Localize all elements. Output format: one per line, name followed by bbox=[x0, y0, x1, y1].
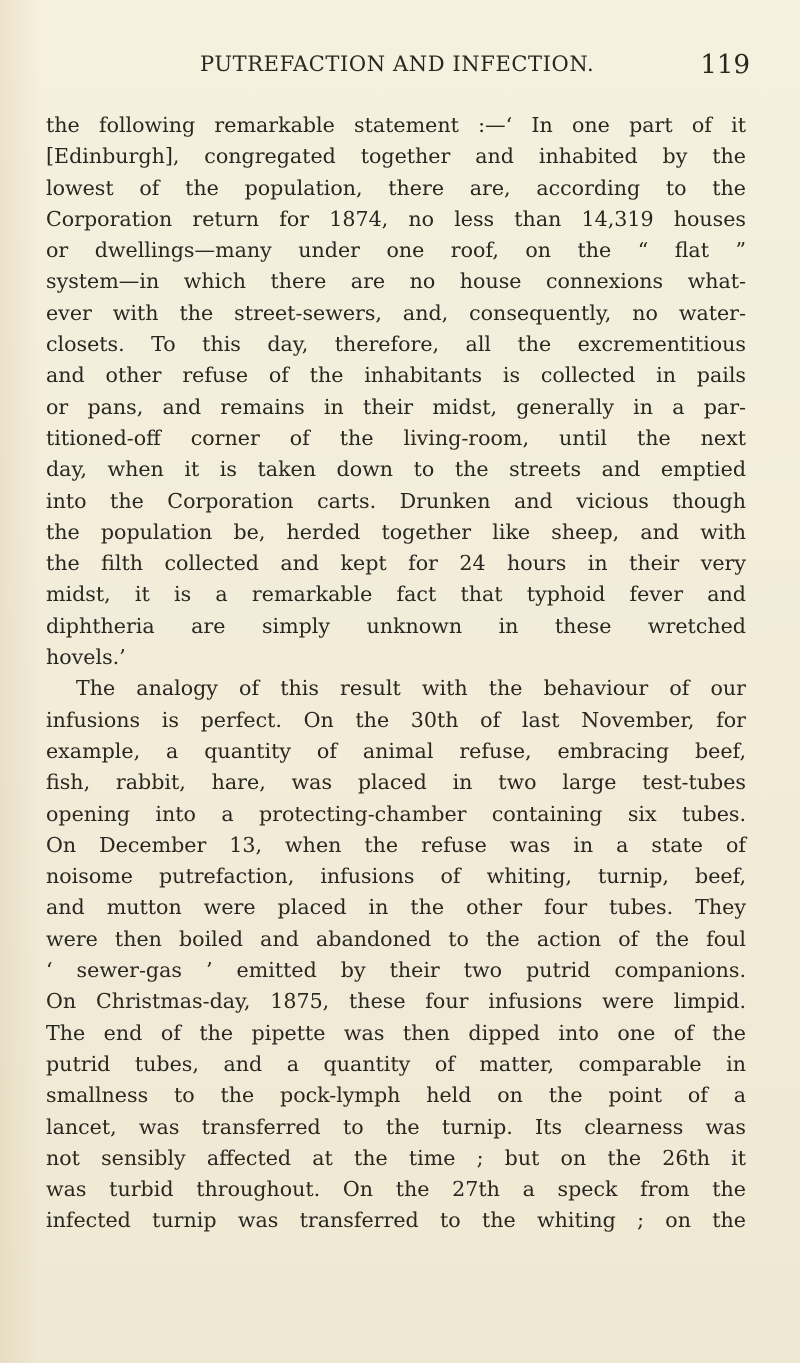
text-line: was turbid throughout. On the 27th a speck from the bbox=[46, 1177, 746, 1202]
text-line: smallness to the pock-lymph held on the point of a bbox=[46, 1083, 746, 1108]
text-line: into the Corporation carts. Drunken and vicious though bbox=[46, 488, 746, 513]
text-line: were then boiled and abandoned to the action of the foul bbox=[46, 926, 746, 951]
text-line: and other refuse of the inhabitants is collected in pails bbox=[46, 363, 746, 388]
text-line: On Christmas-day, 1875, these four infusions were limpid. bbox=[46, 989, 746, 1014]
body-text bbox=[46, 110, 746, 1237]
text-line: or pans, and remains in their midst, generally in a par- bbox=[46, 394, 746, 419]
text-line: diphtheria are simply unknown in these wretched bbox=[46, 613, 746, 638]
text-line: day, when it is taken down to the streets and emptied bbox=[46, 457, 746, 482]
text-line: ‘ sewer-gas ’ emitted by their two putrid companions. bbox=[46, 958, 746, 983]
text-line: noisome putrefaction, infusions of whiting, turnip, beef, bbox=[46, 864, 746, 889]
text-line: lancet, was transferred to the turnip. Its clearness was bbox=[46, 1114, 746, 1139]
text-line: lowest of the population, there are, according to the bbox=[46, 175, 746, 200]
text-line: the following remarkable statement :—‘ In one part of it bbox=[46, 113, 746, 137]
text-line: [Edinburgh], congregated together and inhabited by the bbox=[46, 144, 746, 169]
text-line: infusions is perfect. On the 30th of last November, for bbox=[46, 707, 746, 732]
text-line: ever with the street-sewers, and, consequently, no water- bbox=[46, 300, 746, 325]
text-line: system—in which there are no house connexions what- bbox=[46, 269, 746, 294]
text-line: midst, it is a remarkable fact that typhoid fever and bbox=[46, 582, 746, 607]
text-line: fish, rabbit, hare, was placed in two large test-tubes bbox=[46, 770, 746, 795]
text-line: the population be, herded together like sheep, and with bbox=[46, 519, 746, 544]
text-line: Corporation return for 1874, no less than 14,319 houses bbox=[46, 206, 746, 231]
text-line: or dwellings—many under one roof, on the “ flat ” bbox=[46, 238, 746, 263]
text-line: example, a quantity of animal refuse, embracing beef, bbox=[46, 738, 746, 763]
text-line: hovels.’ bbox=[46, 645, 126, 670]
text-line: and mutton were placed in the other four tubes. They bbox=[46, 895, 746, 920]
text-line: On December 13, when the refuse was in a state of bbox=[46, 832, 746, 857]
text-line: putrid tubes, and a quantity of matter, comparable in bbox=[46, 1051, 746, 1076]
running-head: PUTREFACTION AND INFECTION. bbox=[200, 52, 595, 76]
text-line: titioned-off corner of the living-room, until the next bbox=[46, 425, 746, 450]
text-line: The end of the pipette was then dipped into one of the bbox=[46, 1020, 746, 1045]
text-line: closets. To this day, therefore, all the excrementitious bbox=[46, 332, 746, 357]
text-line: the filth collected and kept for 24 hours in their very bbox=[46, 551, 746, 576]
text-line: infected turnip was transferred to the whiting ; on the bbox=[46, 1208, 746, 1233]
page-number: 119 bbox=[700, 50, 750, 80]
text-line: opening into a protecting-chamber containing six tubes. bbox=[46, 801, 746, 826]
text-line: not sensibly affected at the time ; but on the 26th it bbox=[46, 1145, 746, 1170]
text-line: The analogy of this result with the behaviour of our bbox=[76, 676, 746, 701]
page-header bbox=[46, 52, 750, 84]
